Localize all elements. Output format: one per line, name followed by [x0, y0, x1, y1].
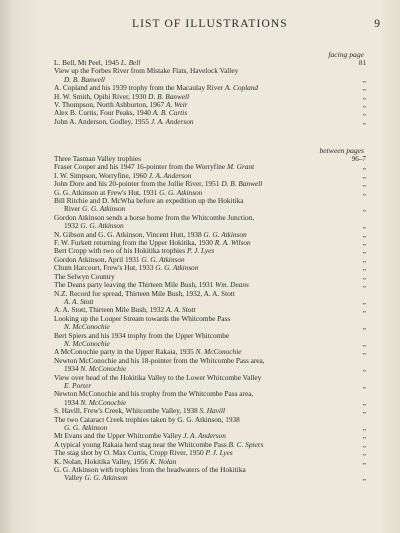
illustrations-section-facing [54, 50, 366, 126]
caption-continuation: A. A. Stott [64, 296, 94, 306]
illustration-list-facing [54, 59, 366, 126]
caption-continuation: N. McConochie [64, 322, 110, 332]
illustration-entry [54, 416, 366, 433]
photographer-credit: N. McConochie [195, 347, 242, 357]
page-reference: „ [362, 306, 366, 315]
page-reference: „ [362, 449, 366, 458]
illustration-caption: Newton McConochie and his trophy from the Whitcombe Pass area, [54, 389, 254, 399]
caption-continuation: 1934 N. McConochie [64, 364, 127, 374]
illustration-caption: The Selwyn Country [54, 271, 115, 281]
page-reference: „ [362, 424, 366, 432]
photographer-credit: L. Bell [120, 58, 141, 67]
page-reference: „ [362, 117, 366, 126]
caption-continuation: E. Porter [64, 380, 92, 390]
page-reference: „ [362, 272, 366, 281]
page-reference: „ [362, 255, 366, 264]
photographer-credit: D. B. Banwell [221, 179, 263, 189]
page-reference: „ [362, 365, 366, 374]
illustration-caption: Bill Ritchie and D. McWha before an expedition up the Hokitika [54, 196, 244, 206]
photographer-credit: R. A. Wilson [214, 238, 251, 248]
photographer-credit: P. J. Lyes [205, 448, 233, 458]
photographer-credit: K. Nolan [149, 456, 177, 466]
illustration-entry [54, 357, 366, 374]
illustration-caption: G. G. Atkinson at Frew's Hut, 1931 G. G. Atkinson [54, 187, 203, 197]
page-reference: „ [362, 398, 366, 407]
photographer-credit: A. B. Curtis [152, 108, 188, 118]
caption-continuation: 1934 N. McConochie [64, 397, 127, 407]
illustration-caption: Looking up the Louper Stream towards the Whitcombe Pass [54, 313, 231, 323]
illustration-caption: A McConochie party in the Upper Rakaia, 1935 N. McConochie [54, 347, 242, 357]
photographer-credit: D. B. Banwell [148, 91, 190, 101]
illustration-caption: Bert Cropp with two of his Hokitika trophies P. J. Lyes [54, 246, 215, 256]
page-reference: „ [362, 323, 366, 332]
illustration-caption: K. Nolan, Hokitika Valley, 1956 K. Nolan [54, 456, 177, 466]
page-reference: „ [362, 239, 366, 248]
photographer-credit: G. G. Atkinson [155, 263, 199, 273]
page-title: LIST OF ILLUSTRATIONS [132, 18, 288, 30]
illustration-caption: The two Cataract Creek trophies taken by G. G. Atkinson, 1938 [54, 414, 240, 424]
page-reference: „ [362, 339, 366, 348]
illustration-entry [54, 290, 366, 307]
column-label-between-pages: between pages [319, 146, 364, 155]
page-reference: „ [362, 348, 366, 357]
illustration-caption: A. Copland and his 1939 trophy from the Macaulay River A. Copland [54, 83, 259, 93]
page-reference: „ [362, 264, 366, 273]
illustration-caption: A. A. Stott, Thirteen Mile Bush, 1932 A. A. Stott [54, 305, 196, 315]
page-reference: „ [362, 440, 366, 449]
illustration-caption: A typical young Rakaia herd stag near the Whitcombe Pass B. C. Spiers [54, 439, 264, 449]
caption-continuation: Valley G. G. Atkinson [64, 473, 128, 483]
page-reference: „ [362, 163, 366, 172]
illustration-caption: The Deans party leaving the Thirteen Mile Bush, 1931 Wm. Deans [54, 280, 249, 290]
photographer-credit: A. Weir [166, 100, 188, 110]
illustrations-section-between [54, 146, 366, 483]
photographer-credit: G. G. Atkinson [141, 254, 185, 264]
illustration-entry [54, 315, 366, 332]
caption-continuation: D. B. Banwell [64, 74, 105, 84]
illustration-caption: Three Tasman Valley trophies [54, 154, 141, 163]
photographer-credit: A. Copland [224, 83, 259, 93]
photographer-credit: A. A. Stott [165, 305, 196, 315]
caption-continuation: N. McConochie [64, 338, 110, 348]
illustration-caption: Bert Spiers and his 1934 trophy from the Upper Whitcombe [54, 330, 230, 340]
photographer-credit: Wm. Deans [215, 280, 249, 290]
illustration-caption: L. Bell, Mt Peel, 1945 L. Bell [54, 58, 141, 67]
page-reference: „ [362, 297, 366, 306]
illustration-caption: V. Thompson, North Ashburton, 1967 A. Weir [54, 100, 188, 110]
illustration-caption: G. G. Atkinson with trophies from the headwaters of the Hokitika [54, 465, 246, 475]
page-reference: „ [362, 474, 366, 483]
page-reference: „ [362, 247, 366, 256]
illustration-entry [54, 332, 366, 349]
caption-continuation: G. G. Atkinson [64, 423, 108, 432]
page-reference: „ [362, 222, 366, 231]
page-reference: „ [362, 171, 366, 180]
page-reference: „ [362, 92, 366, 101]
illustration-caption: N.Z. Record for spread, Thirteen Mile Bush, 1932, A. A. Stott [54, 288, 235, 298]
illustration-caption: F. W. Furkett returning from the Upper Hokitika, 1930 R. A. Wilson [54, 238, 251, 248]
photographer-credit: G. G. Atkinson [159, 187, 203, 197]
page-reference: „ [362, 381, 366, 390]
photographer-credit: G. G. Atkinson [203, 229, 247, 239]
photographer-credit: J. A. Anderson [183, 431, 226, 441]
page-reference: „ [362, 180, 366, 189]
illustration-caption: I. W. Simpson, Worryfine, 1960 J. A. Anderson [54, 170, 192, 180]
page-reference: „ [362, 281, 366, 290]
page-reference: „ [362, 432, 366, 441]
illustration-caption: Fraser Cooper and his 1947 16-pointer from the Worryfine M. Grant [54, 162, 255, 172]
photographer-credit: B. C. Spiers [228, 439, 264, 449]
column-label-facing-page: facing page [328, 50, 364, 59]
page-number: 9 [374, 18, 380, 30]
photographer-credit: P. J. Lyes [186, 246, 215, 256]
illustration-entry [54, 214, 366, 231]
illustration-entry [54, 390, 366, 407]
illustration-caption: Gordon Atkinson sends a horse home from the Whitcombe Junction, [54, 212, 255, 222]
illustration-entry [54, 67, 366, 84]
page-reference: „ [362, 109, 366, 118]
caption-continuation: 1932 G. G. Atkinson [64, 221, 124, 231]
illustration-entry [54, 197, 366, 214]
illustration-caption: H. W. Smith, Opihi River, 1930 D. B. Banwell [54, 91, 190, 101]
illustration-entry [54, 466, 366, 483]
caption-continuation: River G. G. Atkinson [64, 204, 126, 214]
photographer-credit: J. A. Anderson [148, 170, 192, 180]
illustration-caption: Gordon Atkinson, April 1931 G. G. Atkinson [54, 254, 185, 264]
page-reference: „ [362, 75, 366, 84]
illustration-caption: John Dore and his 20-pointer from the Jollie River, 1951 D. B. Banwell [54, 179, 263, 189]
illustration-entry [54, 374, 366, 391]
illustration-caption: View up the Forbes River from Mistake Flats, Havelock Valley [54, 66, 239, 76]
page-reference: „ [362, 188, 366, 197]
page-reference: „ [362, 457, 366, 466]
illustration-caption: S. Havill, Frew's Creek, Whitcombe Valley, 1938 S. Havill [54, 406, 226, 416]
illustration-list-between [54, 155, 366, 483]
photographer-credit: J. A. Anderson [150, 116, 194, 126]
page-reference: „ [362, 84, 366, 93]
page-reference: „ [362, 230, 366, 239]
photographer-credit: S. Havill [199, 406, 226, 416]
page-reference: 96–7 [351, 155, 366, 163]
page-header [0, 18, 400, 38]
illustration-caption: Alex B. Curtis, Four Peaks, 1940 A. B. Curtis [54, 108, 188, 118]
illustration-caption: The stag shot by O. Max Curtis, Cropp River, 1950 P. J. Lyes [54, 448, 233, 458]
illustration-caption: Newton McConochie and his 18-pointer from the Whitcombe Pass area, [54, 355, 265, 365]
photographer-credit: M. Grant [226, 162, 255, 172]
illustration-caption: View over head of the Hokitika Valley to the Lower Whitcombe Valley [54, 372, 262, 382]
illustration-caption: Mt Evans and the Upper Whitcombe Valley J. A. Anderson [54, 431, 226, 441]
page-reference: 81 [358, 59, 366, 67]
illustration-caption: John A. Anderson, Godley, 1955 J. A. Anderson [54, 116, 194, 126]
page-reference: „ [362, 101, 366, 110]
illustration-caption: N. Gibson and G. G. Atkinson, Vincent Hutt, 1938 G. G. Atkinson [54, 229, 247, 239]
page-reference: „ [362, 205, 366, 214]
illustration-caption: Chum Harcourt, Frew's Hut, 1933 G. G. Atkinson [54, 263, 199, 273]
illustration-entry [54, 118, 366, 126]
page-reference: „ [362, 407, 366, 416]
